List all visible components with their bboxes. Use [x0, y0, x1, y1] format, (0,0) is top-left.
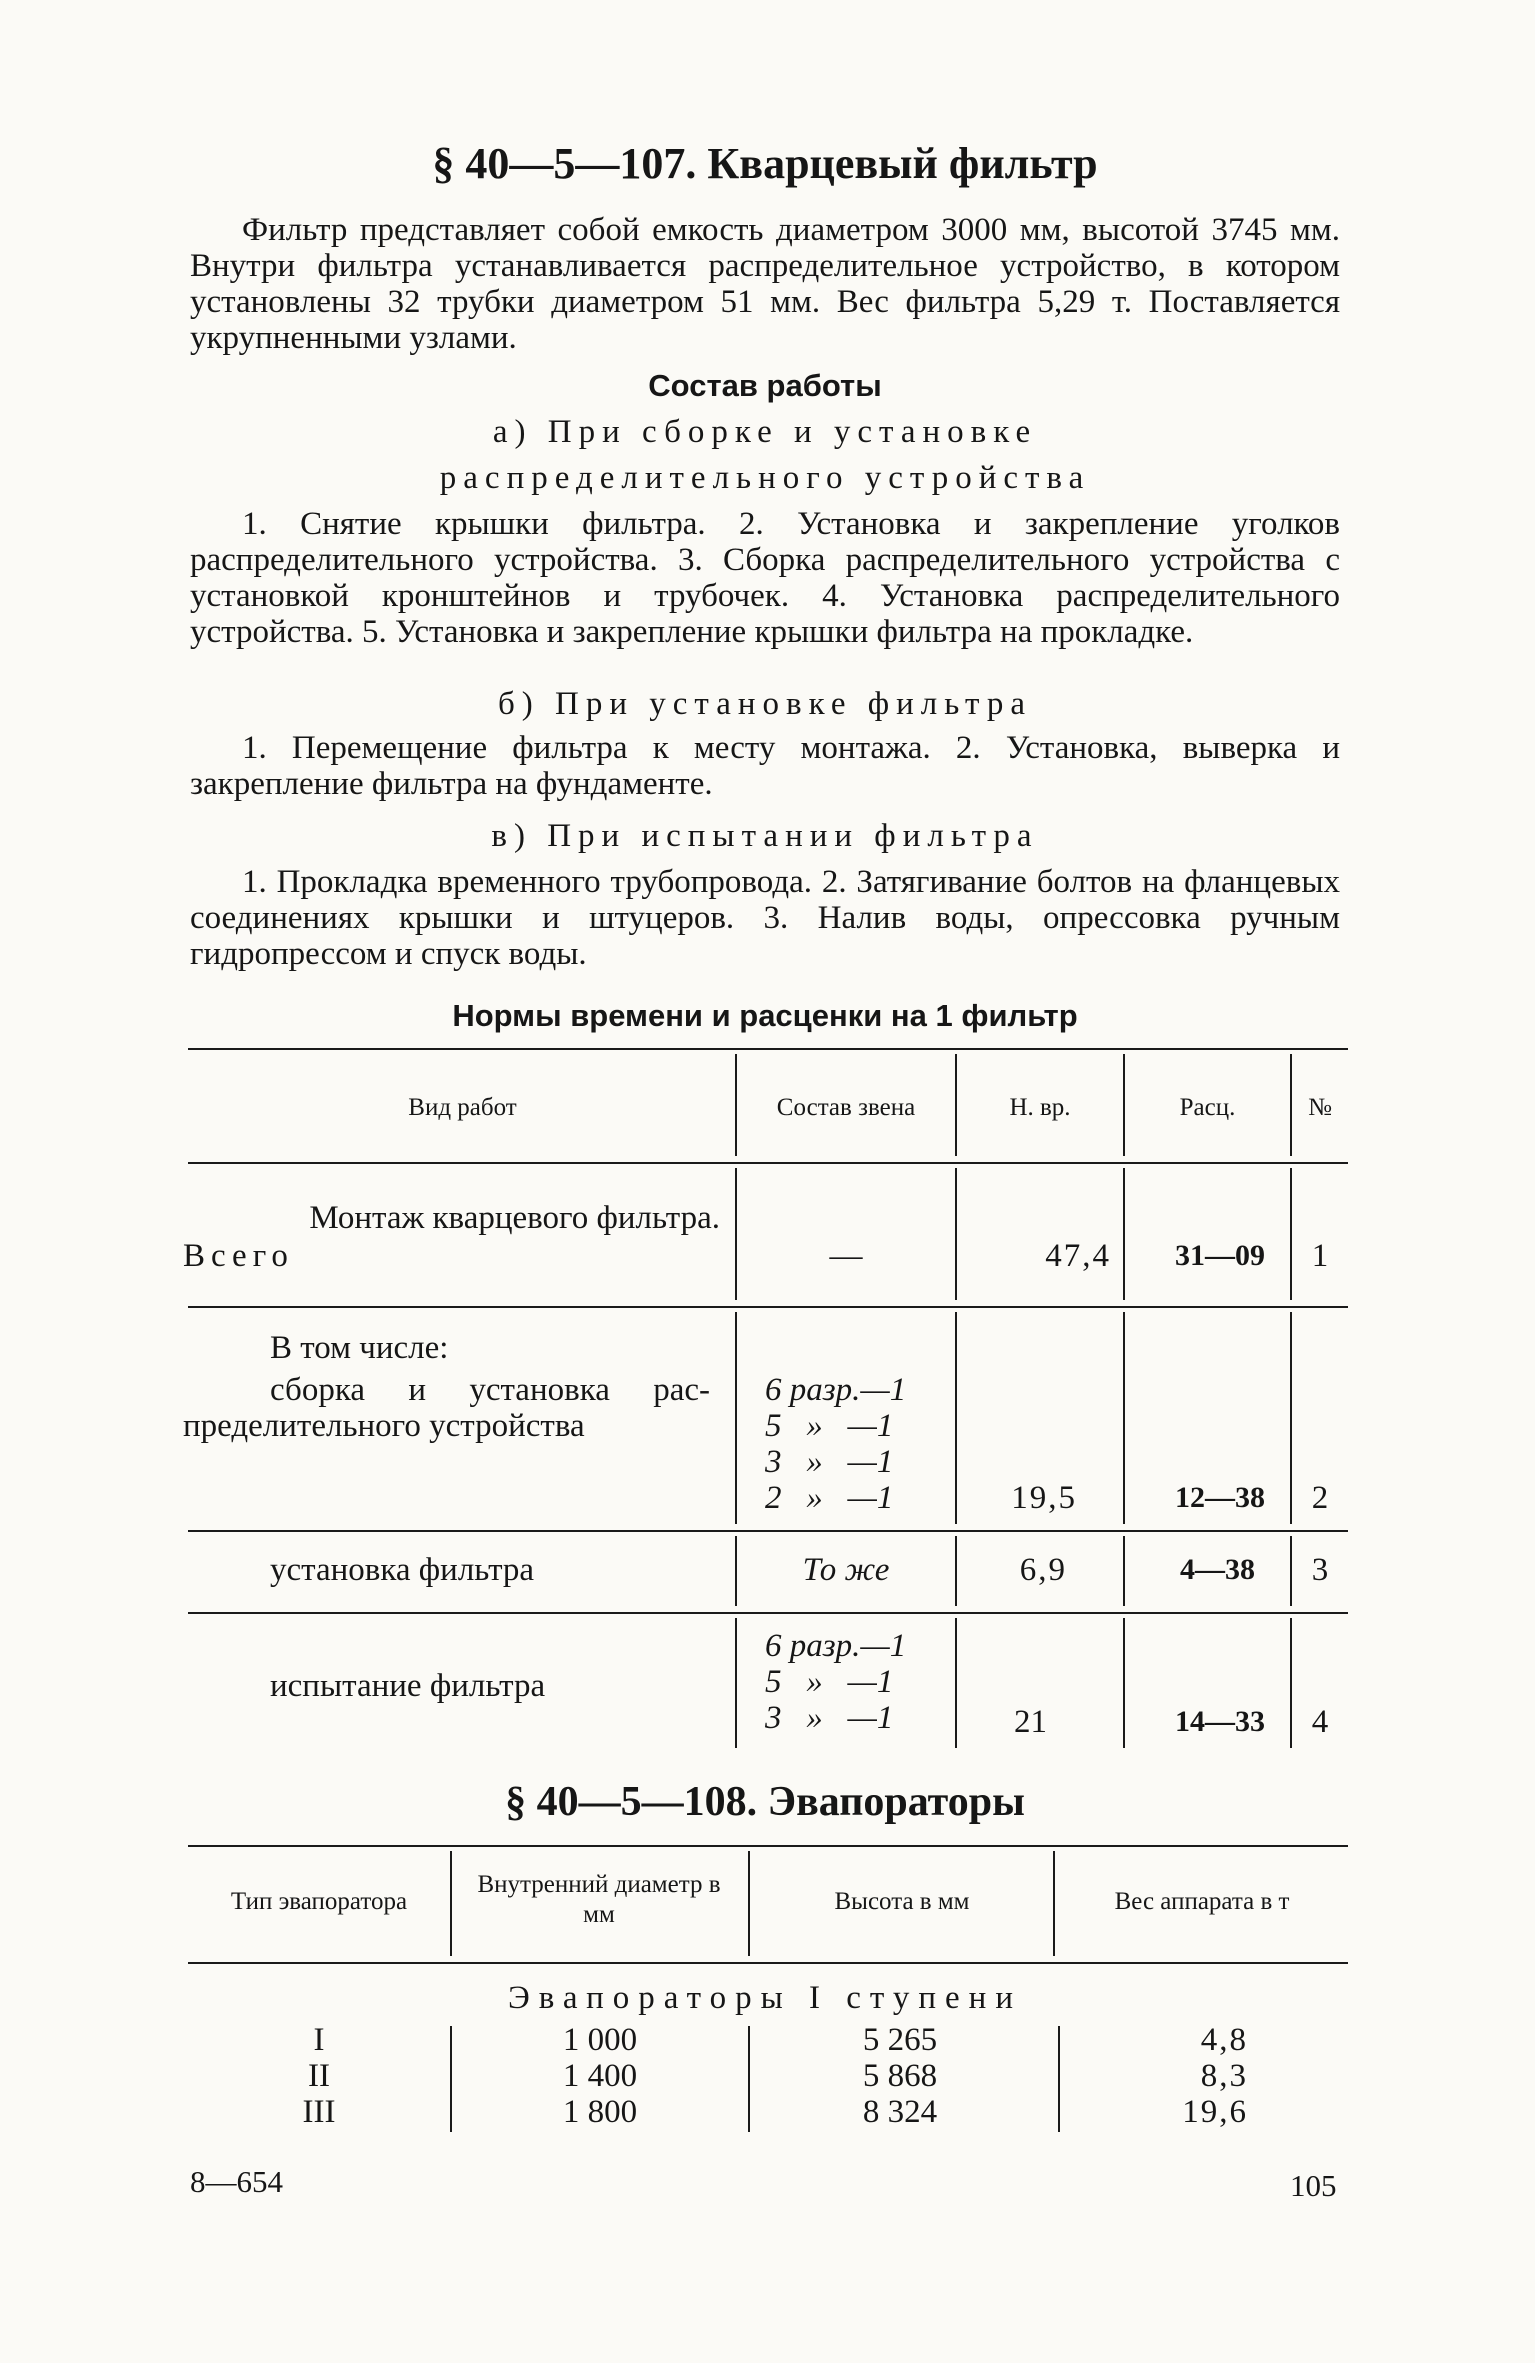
table-top-rule	[188, 1048, 1348, 1050]
header-price: Расц.	[1179, 1094, 1236, 1121]
page-number: 105	[1290, 2168, 1337, 2203]
evaporator-diameter: 1 800	[562, 2094, 638, 2130]
header-crew: Состав звена	[776, 1094, 916, 1121]
evaporator-weight: 8,3	[1200, 2058, 1248, 2094]
table-row-rule	[188, 1530, 1348, 1532]
table-row-norm: 21	[1014, 1704, 1047, 1740]
table-row-number: 3	[1311, 1552, 1329, 1588]
table-header-rule	[188, 1162, 1348, 1164]
subsection-a-text: 1. Снятие крышки фильтра. 2. Установка и закрепление уголков распределительного устройства. 3. Сборка распределительного устройства с установкой кронштейнов и трубочек. 4. Установка распределительного устройства. 5. Установка и закрепление крышки фильтра на прокладке.	[190, 506, 1340, 650]
table-row-work: установка фильтра	[270, 1552, 535, 1588]
table-col-rule	[735, 1618, 737, 1748]
header-norm: Н. вр.	[1009, 1094, 1071, 1121]
evaporator-type: I	[313, 2022, 325, 2058]
table-row-crew: —	[829, 1238, 863, 1274]
table-row-rule	[188, 1306, 1348, 1308]
evaporator-diameter: 1 400	[562, 2058, 638, 2094]
table-row-work-total: Всего	[183, 1238, 294, 1274]
table-row-crew: 5 » —1	[765, 1408, 894, 1444]
table-col-rule	[748, 1851, 750, 1956]
evaporator-height: 8 324	[862, 2094, 938, 2130]
subsection-b-text: 1. Перемещение фильтра к месту монтажа. 2. Установка, выверка и закрепление фильтра на фундаменте.	[190, 730, 1340, 802]
footer-signature-mark: 8—654	[190, 2164, 283, 2199]
table-row-price: 12—38	[1175, 1481, 1265, 1514]
evaporator-diameter: 1 000	[562, 2022, 638, 2058]
header-inner-diameter: Внутренний диаметр в мм	[477, 1871, 721, 1928]
table-row-crew: То же	[802, 1552, 890, 1588]
evaporator-type: II	[308, 2058, 330, 2094]
table-row-work: Монтаж кварцевого фильтра.	[309, 1200, 720, 1236]
table-row-work: испытание фильтра	[270, 1668, 546, 1704]
table-row-crew: 6 разр.—1	[765, 1628, 907, 1664]
table-row-crew: 6 разр.—1	[765, 1372, 907, 1408]
header-height: Высота в мм	[834, 1888, 970, 1915]
table-row-crew: 3 » —1	[765, 1444, 894, 1480]
table-row-number: 1	[1311, 1238, 1329, 1274]
table-row-rule	[188, 1612, 1348, 1614]
section-title-quartz-filter: § 40—5—107. Кварцевый фильтр	[432, 139, 1098, 188]
table-col-rule	[450, 1851, 452, 1956]
table-row-norm: 47,4	[1045, 1238, 1111, 1274]
table-row-number: 2	[1311, 1480, 1329, 1516]
subsection-b-heading: б) При установке фильтра	[497, 686, 1032, 722]
header-evaporator-type: Тип эвапоратора	[230, 1888, 408, 1915]
table-col-rule	[1053, 1851, 1055, 1956]
table-row-work: сборка и установка рас-	[270, 1372, 710, 1408]
evaporator-weight: 4,8	[1200, 2022, 1248, 2058]
evaporator-weight: 19,6	[1182, 2094, 1248, 2130]
table-row-work-continued: пределительного устройства	[183, 1408, 585, 1444]
table-col-rule	[1290, 1168, 1292, 1300]
evaporator-group-label: Эвапораторы I ступени	[507, 1980, 1022, 2016]
subsection-c-heading: в) При испытании фильтра	[491, 818, 1039, 854]
table-col-rule	[735, 1168, 737, 1300]
table-row-number: 4	[1311, 1704, 1329, 1740]
evaporator-height: 5 265	[862, 2022, 938, 2058]
header-weight: Вес аппарата в т	[1114, 1888, 1290, 1915]
table-col-rule	[955, 1168, 957, 1300]
table-row-price: 31—09	[1175, 1239, 1265, 1272]
table-row-norm: 6,9	[1019, 1552, 1067, 1588]
header-number: №	[1308, 1094, 1332, 1121]
work-composition-heading: Состав работы	[648, 368, 882, 403]
table-row-crew: 5 » —1	[765, 1664, 894, 1700]
subsection-a-line1: а) При сборке и установке	[492, 414, 1038, 450]
norms-table-title: Нормы времени и расценки на 1 фильтр	[452, 998, 1078, 1033]
table-row-price: 14—33	[1175, 1705, 1265, 1738]
subsection-c-text: 1. Прокладка временного трубопровода. 2. Затягивание болтов на фланцевых соединениях крышки и штуцеров. 3. Налив воды, опрессовка ручным гидропрессом и спуск воды.	[190, 864, 1340, 972]
table-row-norm: 19,5	[1011, 1480, 1077, 1516]
section-title-evaporators: § 40—5—108. Эвапораторы	[505, 1779, 1025, 1825]
table-col-rule	[735, 1312, 737, 1524]
table-row-crew: 3 » —1	[765, 1700, 894, 1736]
table-row-work-prefix: В том числе:	[270, 1330, 449, 1366]
table-row-price: 4—38	[1180, 1553, 1255, 1586]
table-row-crew: 2 » —1	[765, 1480, 894, 1516]
evaporator-height: 5 868	[862, 2058, 938, 2094]
subsection-a-line2: распределительного устройства	[439, 460, 1091, 496]
table-col-rule	[1123, 1168, 1125, 1300]
table-top-rule	[188, 1845, 1348, 1847]
header-work-type: Вид работ	[408, 1094, 517, 1121]
evaporator-type: III	[302, 2094, 336, 2130]
table-header-rule	[188, 1962, 1348, 1964]
filter-description: Фильтр представляет собой емкость диаметром 3000 мм, высотой 3745 мм. Внутри фильтра устанавливается распределительное устройство, в котором установлены 32 трубки диаметром 51 мм. Вес фильтра 5,29 т. Поставляется укрупненными узлами.	[190, 212, 1340, 356]
